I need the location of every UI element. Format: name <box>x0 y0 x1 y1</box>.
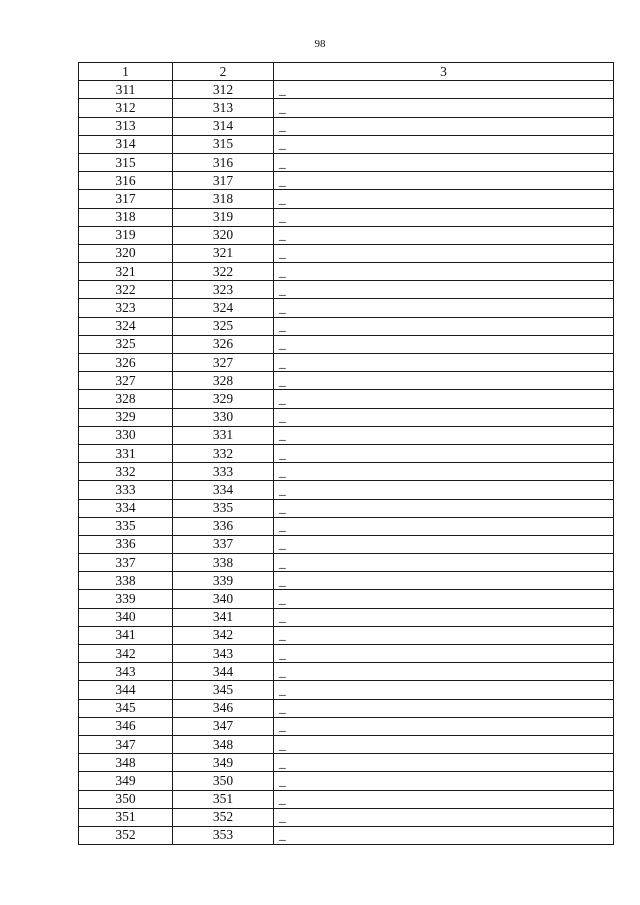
table-row <box>79 499 614 517</box>
column-header-3: 3 <box>274 63 614 81</box>
table-cell-col2: 338 <box>173 554 274 572</box>
table-cell-col2: 341 <box>173 608 274 626</box>
table-cell-col3: _ <box>274 226 614 244</box>
table-row <box>79 681 614 699</box>
table-row <box>79 808 614 826</box>
table-cell-col1: 311 <box>79 81 173 99</box>
table-cell-col2: 339 <box>173 572 274 590</box>
table-cell-col2: 343 <box>173 645 274 663</box>
table-cell-col2: 322 <box>173 263 274 281</box>
table-row <box>79 463 614 481</box>
table-cell-col2: 350 <box>173 772 274 790</box>
table-cell-col3: _ <box>274 808 614 826</box>
table-cell-col3: _ <box>274 408 614 426</box>
table-row <box>79 626 614 644</box>
table-cell-col1: 319 <box>79 226 173 244</box>
table-row <box>79 281 614 299</box>
table-row <box>79 645 614 663</box>
table-cell-col2: 312 <box>173 81 274 99</box>
table-cell-col2: 332 <box>173 444 274 462</box>
table-row <box>79 790 614 808</box>
table-cell-col1: 328 <box>79 390 173 408</box>
table-cell-col3: _ <box>274 263 614 281</box>
table-cell-col1: 339 <box>79 590 173 608</box>
table-cell-col2: 351 <box>173 790 274 808</box>
table-row <box>79 244 614 262</box>
table-cell-col2: 348 <box>173 735 274 753</box>
table-cell-col2: 349 <box>173 754 274 772</box>
table-cell-col3: _ <box>274 790 614 808</box>
table-cell-col2: 324 <box>173 299 274 317</box>
table-row <box>79 153 614 171</box>
table-cell-col2: 344 <box>173 663 274 681</box>
table-cell-col3: _ <box>274 317 614 335</box>
column-header-2: 2 <box>173 63 274 81</box>
table-row <box>79 554 614 572</box>
table-cell-col3: _ <box>274 172 614 190</box>
table-cell-col2: 333 <box>173 463 274 481</box>
table-row <box>79 517 614 535</box>
table-cell-col3: _ <box>274 244 614 262</box>
table-row <box>79 372 614 390</box>
table-cell-col1: 343 <box>79 663 173 681</box>
table-cell-col1: 348 <box>79 754 173 772</box>
table-cell-col3: _ <box>274 463 614 481</box>
table-row <box>79 135 614 153</box>
table-cell-col1: 340 <box>79 608 173 626</box>
table-cell-col1: 325 <box>79 335 173 353</box>
table-cell-col2: 323 <box>173 281 274 299</box>
table-cell-col3: _ <box>274 208 614 226</box>
table-cell-col2: 325 <box>173 317 274 335</box>
table-row <box>79 263 614 281</box>
table-cell-col2: 330 <box>173 408 274 426</box>
table-cell-col1: 313 <box>79 117 173 135</box>
page-number: 98 <box>314 38 326 50</box>
table-cell-col3: _ <box>274 754 614 772</box>
table-cell-col3: _ <box>274 426 614 444</box>
table-cell-col2: 315 <box>173 135 274 153</box>
table-row <box>79 81 614 99</box>
table-cell-col2: 321 <box>173 244 274 262</box>
table-cell-col1: 342 <box>79 645 173 663</box>
table-row <box>79 754 614 772</box>
table-cell-col2: 342 <box>173 626 274 644</box>
table-cell-col1: 323 <box>79 299 173 317</box>
table-cell-col3: _ <box>274 554 614 572</box>
table-cell-col3: _ <box>274 81 614 99</box>
table-cell-col2: 352 <box>173 808 274 826</box>
table-cell-col1: 321 <box>79 263 173 281</box>
table-cell-col3: _ <box>274 499 614 517</box>
table-row <box>79 335 614 353</box>
table-cell-col1: 336 <box>79 535 173 553</box>
table-cell-col2: 331 <box>173 426 274 444</box>
table-cell-col2: 334 <box>173 481 274 499</box>
table-cell-col2: 347 <box>173 717 274 735</box>
table-cell-col3: _ <box>274 117 614 135</box>
table-cell-col3: _ <box>274 99 614 117</box>
table-cell-col3: _ <box>274 590 614 608</box>
table-row <box>79 390 614 408</box>
table-cell-col1: 331 <box>79 444 173 462</box>
table-cell-col1: 316 <box>79 172 173 190</box>
table-cell-col3: _ <box>274 572 614 590</box>
table-cell-col3: _ <box>274 735 614 753</box>
table-cell-col1: 327 <box>79 372 173 390</box>
table-cell-col1: 346 <box>79 717 173 735</box>
table-cell-col2: 318 <box>173 190 274 208</box>
table-row <box>79 535 614 553</box>
table-cell-col1: 320 <box>79 244 173 262</box>
table-cell-col1: 317 <box>79 190 173 208</box>
table-cell-col1: 345 <box>79 699 173 717</box>
table-cell-col3: _ <box>274 444 614 462</box>
table-cell-col3: _ <box>274 681 614 699</box>
table-cell-col3: _ <box>274 535 614 553</box>
table-cell-col2: 345 <box>173 681 274 699</box>
table-cell-col3: _ <box>274 772 614 790</box>
table-row <box>79 735 614 753</box>
table-row <box>79 226 614 244</box>
table-row <box>79 608 614 626</box>
table-cell-col2: 329 <box>173 390 274 408</box>
table-cell-col1: 349 <box>79 772 173 790</box>
table-cell-col3: _ <box>274 626 614 644</box>
table-cell-col2: 340 <box>173 590 274 608</box>
table-row <box>79 208 614 226</box>
table-cell-col2: 316 <box>173 153 274 171</box>
table-cell-col2: 317 <box>173 172 274 190</box>
table-cell-col1: 324 <box>79 317 173 335</box>
table-cell-col1: 344 <box>79 681 173 699</box>
table-cell-col1: 351 <box>79 808 173 826</box>
table-row <box>79 772 614 790</box>
table-cell-col2: 320 <box>173 226 274 244</box>
table-row <box>79 444 614 462</box>
table-cell-col3: _ <box>274 645 614 663</box>
table-row <box>79 117 614 135</box>
table-body <box>79 81 614 845</box>
table-cell-col1: 352 <box>79 826 173 844</box>
table-cell-col1: 315 <box>79 153 173 171</box>
table-row <box>79 663 614 681</box>
table-cell-col2: 327 <box>173 354 274 372</box>
table-cell-col3: _ <box>274 390 614 408</box>
table-cell-col3: _ <box>274 135 614 153</box>
table-cell-col3: _ <box>274 299 614 317</box>
table-row <box>79 317 614 335</box>
table-cell-col3: _ <box>274 335 614 353</box>
table-cell-col1: 314 <box>79 135 173 153</box>
table-cell-col3: _ <box>274 663 614 681</box>
table-cell-col3: _ <box>274 281 614 299</box>
table-cell-col1: 347 <box>79 735 173 753</box>
table-row <box>79 826 614 844</box>
table-cell-col2: 336 <box>173 517 274 535</box>
table-cell-col1: 330 <box>79 426 173 444</box>
table-cell-col3: _ <box>274 517 614 535</box>
table-cell-col2: 319 <box>173 208 274 226</box>
table-cell-col2: 353 <box>173 826 274 844</box>
table-cell-col2: 346 <box>173 699 274 717</box>
table-cell-col2: 313 <box>173 99 274 117</box>
table-cell-col1: 318 <box>79 208 173 226</box>
table-cell-col1: 326 <box>79 354 173 372</box>
table-cell-col1: 350 <box>79 790 173 808</box>
table-row <box>79 699 614 717</box>
table-cell-col3: _ <box>274 826 614 844</box>
table-row <box>79 190 614 208</box>
table-row <box>79 99 614 117</box>
table-row <box>79 408 614 426</box>
table-cell-col1: 335 <box>79 517 173 535</box>
data-table <box>78 62 614 845</box>
table-cell-col2: 326 <box>173 335 274 353</box>
table-cell-col3: _ <box>274 372 614 390</box>
table-cell-col1: 322 <box>79 281 173 299</box>
table-cell-col3: _ <box>274 190 614 208</box>
table-cell-col1: 337 <box>79 554 173 572</box>
table-row <box>79 572 614 590</box>
table-cell-col1: 341 <box>79 626 173 644</box>
table-cell-col1: 329 <box>79 408 173 426</box>
column-header-1: 1 <box>79 63 173 81</box>
table-cell-col1: 338 <box>79 572 173 590</box>
table-row <box>79 299 614 317</box>
table-cell-col2: 314 <box>173 117 274 135</box>
table-cell-col3: _ <box>274 717 614 735</box>
table-row <box>79 426 614 444</box>
table-header-row <box>79 63 614 81</box>
table-row <box>79 172 614 190</box>
table-row <box>79 717 614 735</box>
table-row <box>79 590 614 608</box>
table-cell-col1: 333 <box>79 481 173 499</box>
table-cell-col3: _ <box>274 153 614 171</box>
table-cell-col3: _ <box>274 608 614 626</box>
table-cell-col1: 334 <box>79 499 173 517</box>
table-cell-col3: _ <box>274 481 614 499</box>
table-cell-col2: 337 <box>173 535 274 553</box>
table-cell-col3: _ <box>274 699 614 717</box>
table-cell-col1: 312 <box>79 99 173 117</box>
table-cell-col2: 328 <box>173 372 274 390</box>
table-cell-col2: 335 <box>173 499 274 517</box>
table-row <box>79 354 614 372</box>
table-row <box>79 481 614 499</box>
table-cell-col1: 332 <box>79 463 173 481</box>
table-cell-col3: _ <box>274 354 614 372</box>
